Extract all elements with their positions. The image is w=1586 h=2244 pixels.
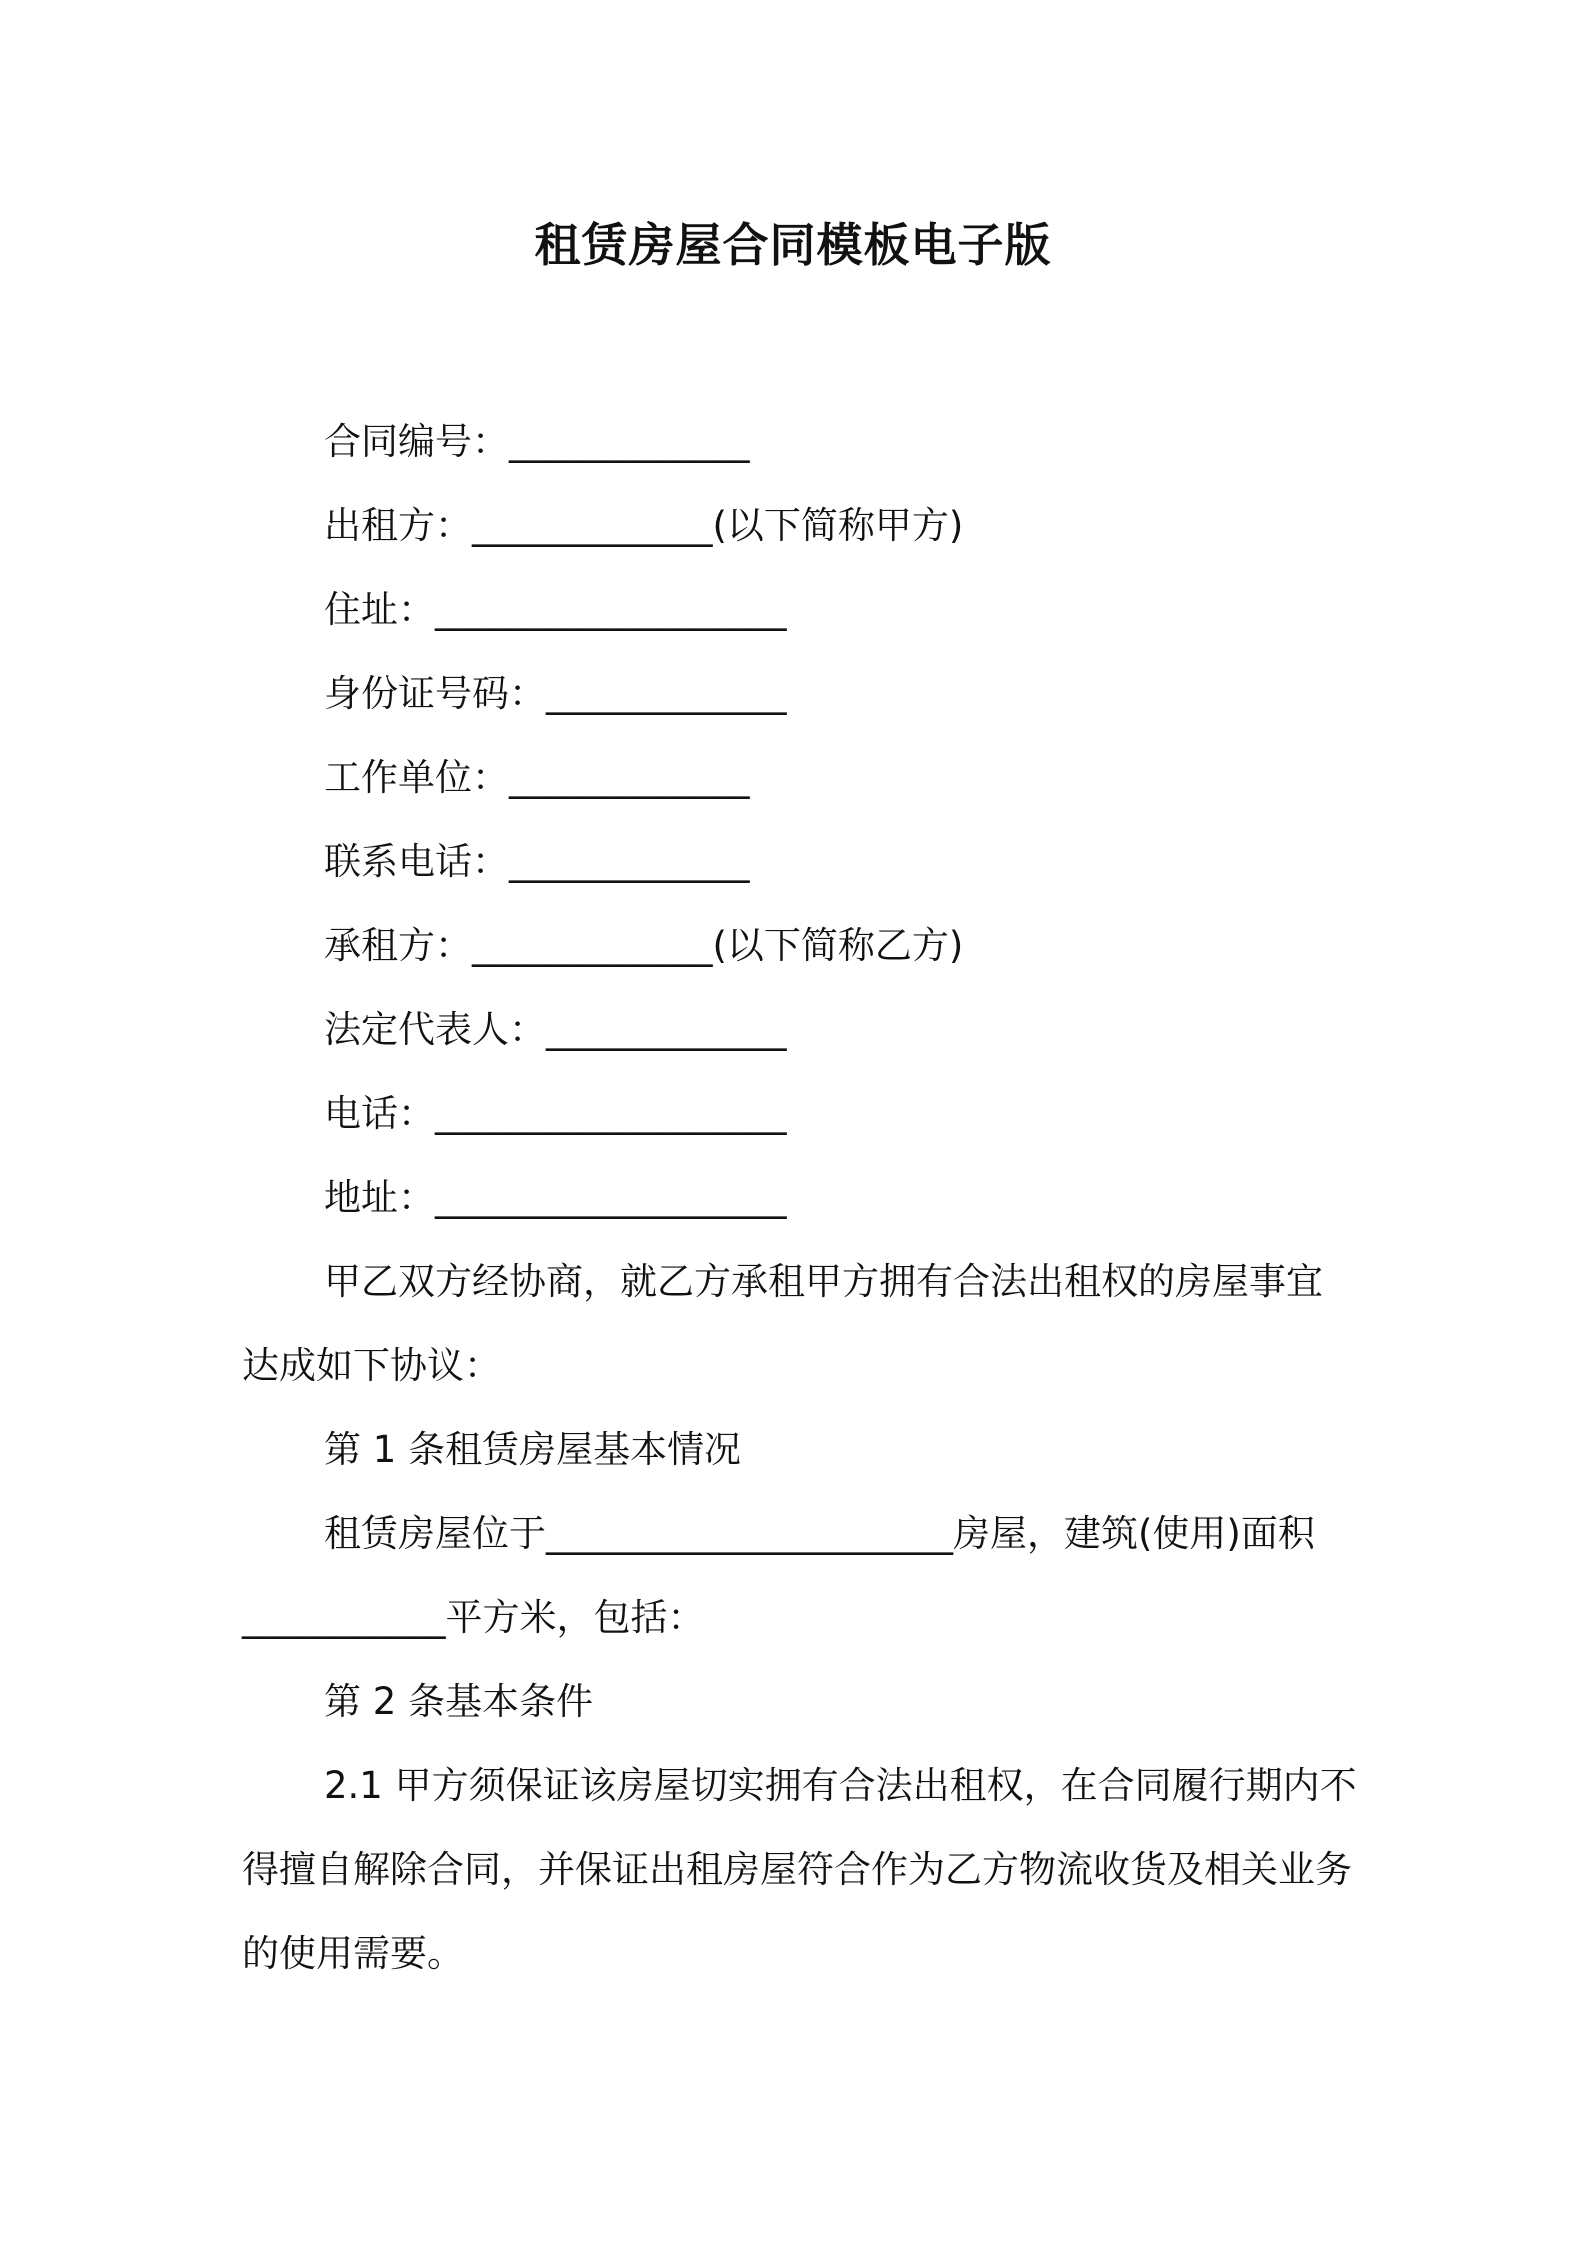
document-body: [242, 400, 1358, 1996]
article-1-title: 第 1 条租赁房屋基本情况: [324, 1428, 742, 1471]
lessor-field: 出租方：_____________(以下简称甲方): [324, 504, 964, 547]
document-title: 租赁房屋合同模板电子版: [534, 218, 1052, 272]
legal-representative-field: 法定代表人：_____________: [324, 1008, 787, 1051]
lessee-field: 承租方：_____________(以下简称乙方): [324, 924, 964, 967]
address-field: 地址：___________________: [324, 1176, 787, 1219]
contact-phone-field: 联系电话：_____________: [324, 840, 750, 883]
article-2-1-text: 2.1 甲方须保证该房屋切实拥有合法出租权，在合同履行期内不得擅自解除合同，并保证出租房屋符合作为乙方物流收货及相关业务的使用需要。: [242, 1764, 1357, 1975]
article-1-text: 租赁房屋位于______________________房屋，建筑(使用)面积___________平方米，包括：: [242, 1512, 1315, 1639]
lessor-address-field: 住址：___________________: [324, 588, 787, 631]
intro-paragraph: 甲乙双方经协商，就乙方承租甲方拥有合法出租权的房屋事宜达成如下协议：: [242, 1260, 1323, 1387]
id-number-field: 身份证号码：_____________: [324, 672, 787, 715]
contract-number-field: 合同编号：_____________: [324, 420, 750, 463]
phone-field: 电话：___________________: [324, 1092, 787, 1135]
employer-field: 工作单位：_____________: [324, 756, 750, 799]
article-2-title: 第 2 条基本条件: [324, 1680, 594, 1723]
